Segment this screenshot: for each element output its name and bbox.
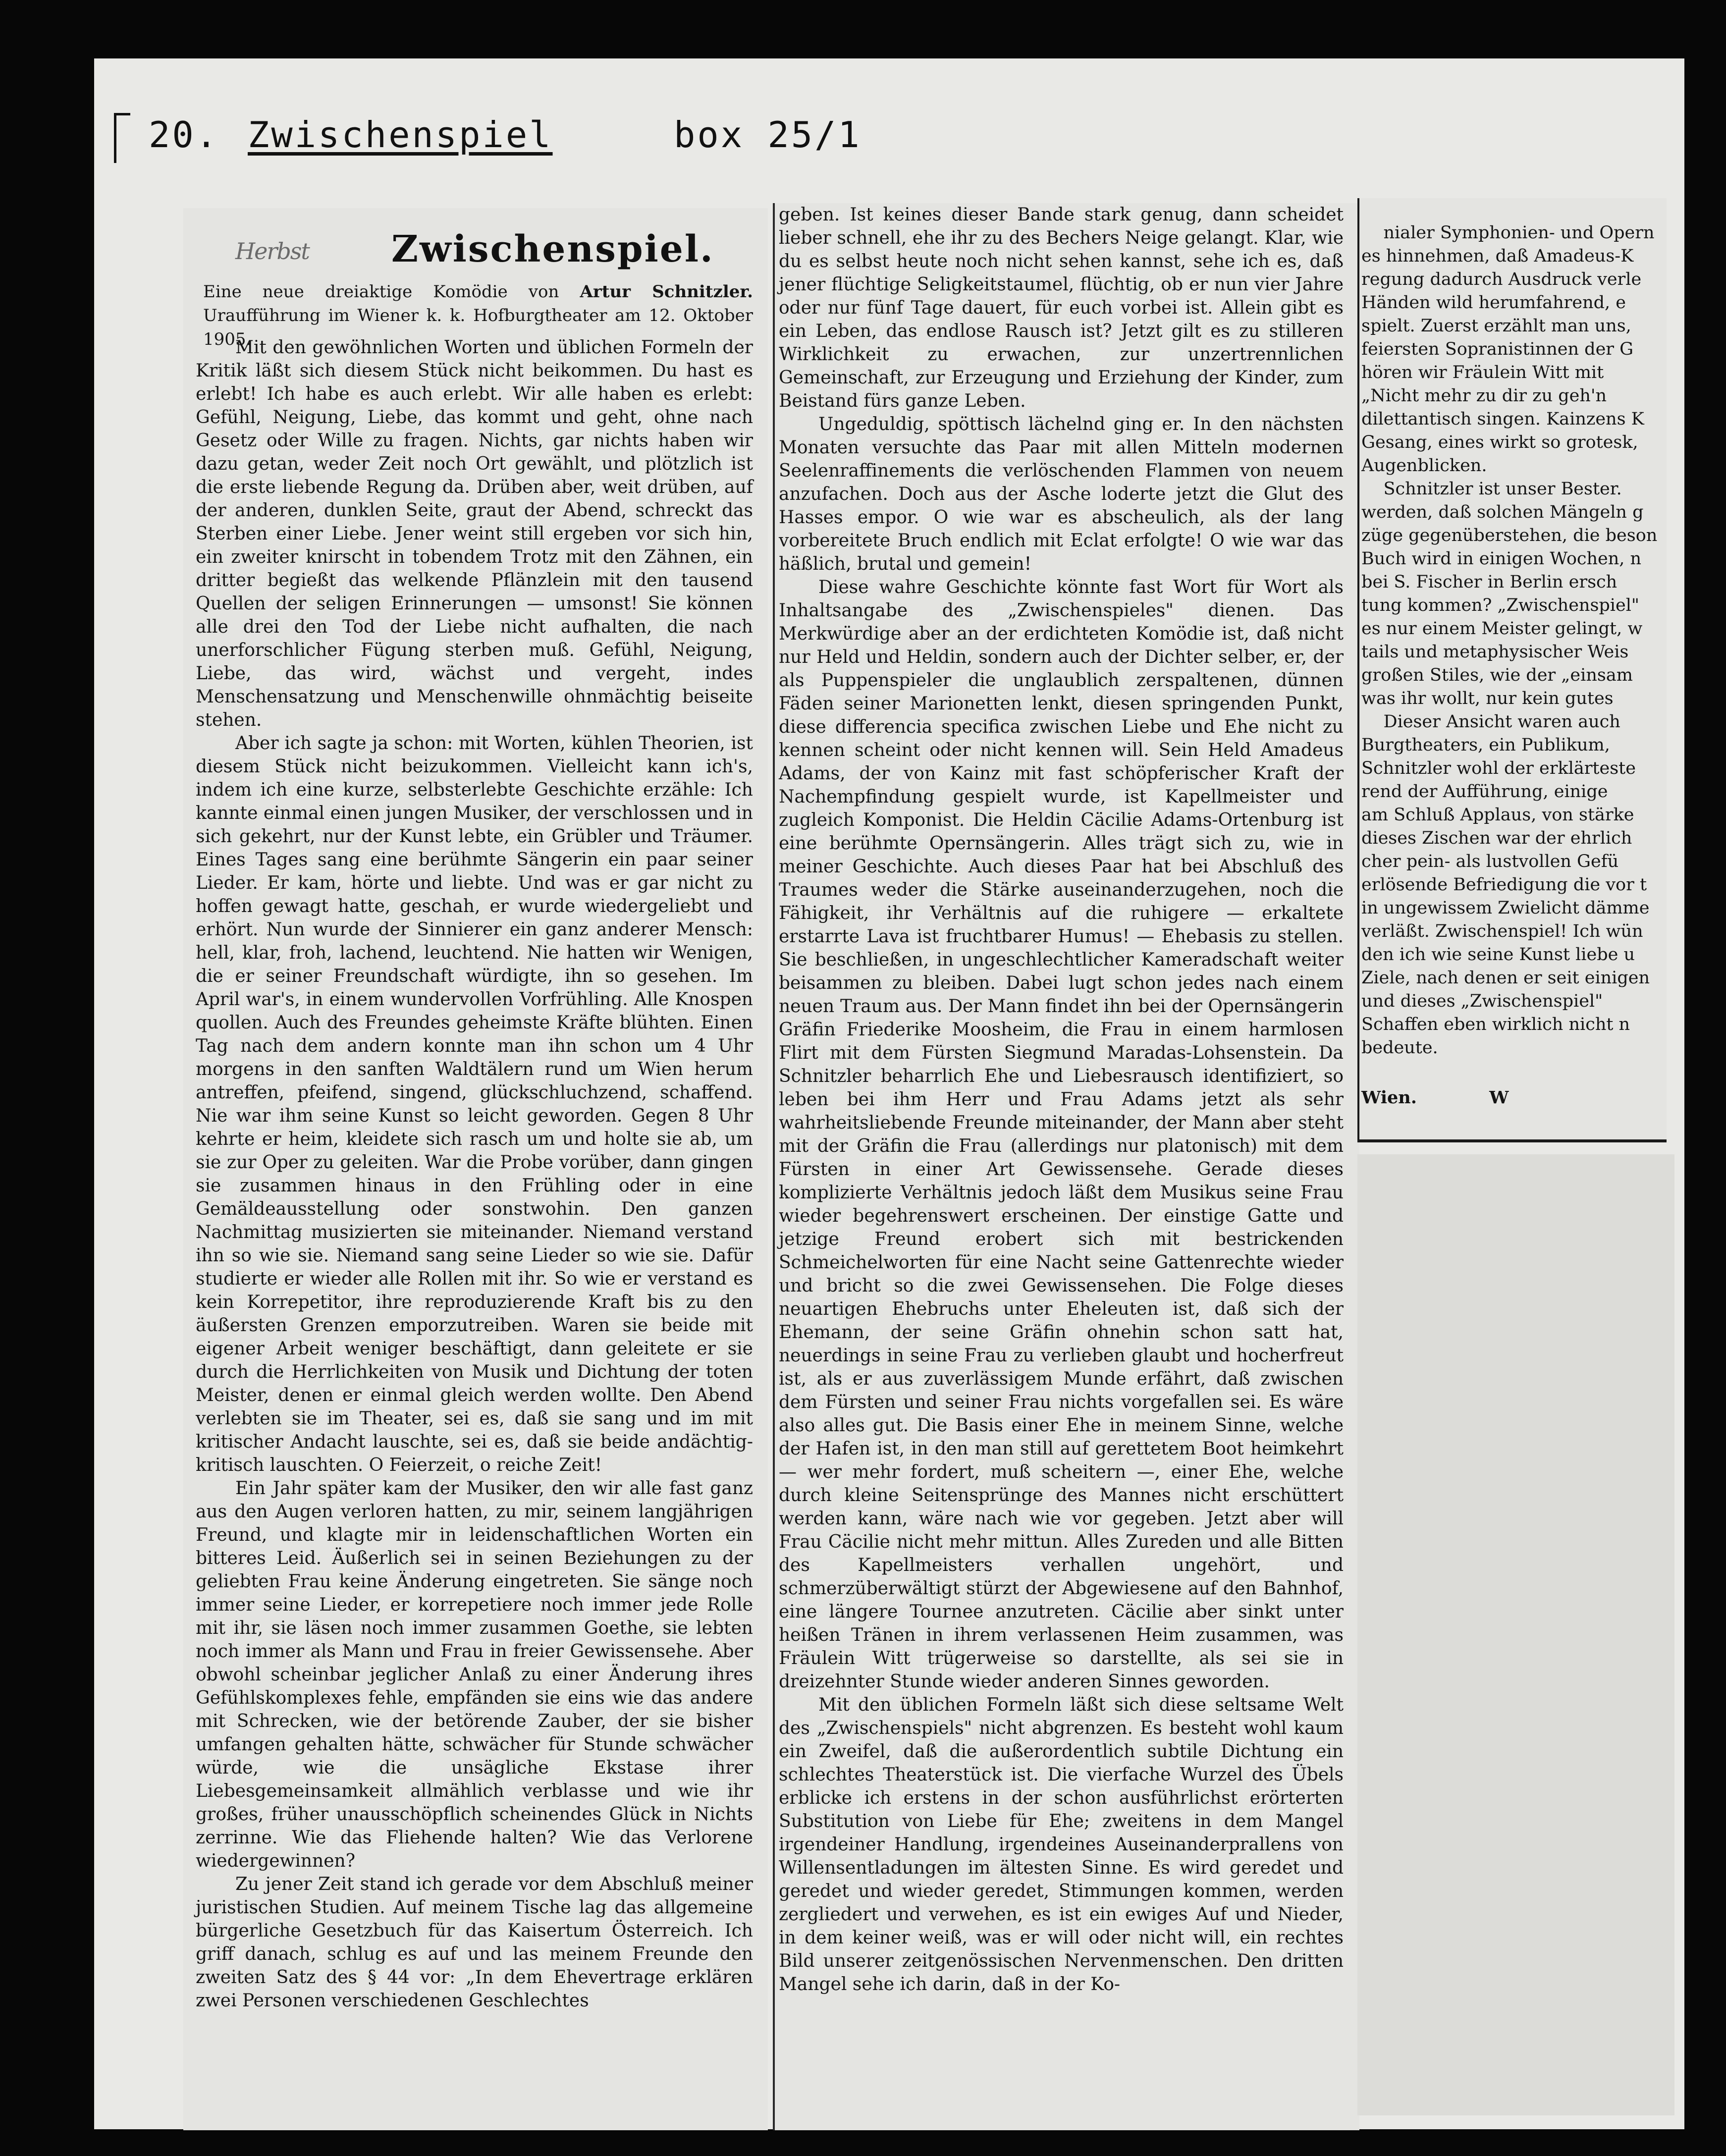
paragraph: Mit den üblichen Formeln läßt sich diese seltsame Welt des „Zwischenspiels" nicht abgrenzen. Es besteht wohl kaum ein Zweifel, daß die außerordentlich subtile Dichtung ein schlechtes Theaterstück ist. Die vierfache Wurzel des Übels erblicke ich erstens in der schon ausführlichst erörterten Substitution von Liebe für Ehe; zweitens in dem Mangel irgendeiner Handlung, irgendeines Auseinanderprallens von Willensentladungen im ältesten Sinne. Es wird geredet und geredet und wieder geredet, Stimmungen kommen, werden zergliedert und verwehen, es ist ein ewiges Auf und Nieder, in dem keiner weiß, was er will oder nicht will, ein rechtes Bild unserer zeitgenössischen Nervenmenschen. Den dritten Mangel sehe ich darin, daß in der Ko- (779, 1695, 1344, 1994)
paragraph: Ungeduldig, spöttisch lächelnd ging er. In den nächsten Monaten versuchte das Paar mit allen Mitteln modernen Seelenraffinements die verlöschenden Flammen von neuem anzufachen. Doch aus der Asche loderte jetzt die Glut des Hasses empor. O wie war es abscheulich, als der lang vorbereitete Bruch endlich mit Eclat erfolgte! O wie war das häßlich, brutal und gemein! (779, 414, 1344, 574)
signature-place-text: Wien. (1361, 1087, 1417, 1108)
middle-column-text (779, 203, 1344, 1996)
right-column-lines: nialer Symphonien- und Opern es hinnehmen, daß Amadeus-K regung dadurch Ausdruck verle Händen wild herumfahrend, e spielt. Zuerst erzählt man uns, feiersten Sopranistinnen der G hören wir Fräulein Witt mit „Nicht mehr zu dir zu geh'n dilettantisch singen. Kainzens K Gesang, eines wirkt so grotesk, Augenblicken. Schnitzler ist unser Bester. werden, daß solchen Mängeln g züge gegenüberstehen, die beson Buch wird in einigen Wochen, n bei S. Fischer in Berlin ersch tung kommen? „Zwischenspiel" es nur einem Meister gelingt, w tails und metaphysischer Weis großen Stiles, wie der „einsam was ihr wollt, nur kein gutes Dieser Ansicht waren auch Burgtheaters, ein Publikum, Schnitzler wohl der erklärteste rend der Aufführung, einige am Schluß Applaus, von stärke dieses Zischen war der ehrlich cher pein- als lustvollen Gefü erlösende Befriedigung die vor t in ungewissem Zwielicht dämme verläßt. Zwischenspiel! Ich wün den ich wie seine Kunst liebe u Ziele, nach denen er seit einigen und dieses „Zwischenspiel" Schaffen eben wirklich nicht n bedeute. (1361, 223, 1658, 1058)
subhead-prefix: Eine neue dreiaktige Komödie von (203, 282, 559, 302)
article-column-left (183, 208, 768, 2130)
article-column-right (1357, 198, 1667, 1142)
paragraph: Mit den gewöhnlichen Worten und üblichen Formeln der Kritik läßt sich diesem Stück nicht beikommen. Du hast es erlebt! Ich habe es auch erlebt. Wir alle haben es erlebt: Gefühl, Neigung, Liebe, das kommt und geht, ohne nach Gesetz oder Wille zu fragen. Nichts, gar nichts haben wir dazu getan, weder Zeit noch Ort gewählt, und plötzlich ist die erste liebende Regung da. Drüben aber, weit drüben, auf der anderen, dunklen Seite, graut der Abend, schreckt das Sterben einer Liebe. Jener weint still ergeben vor sich hin, ein zweiter knirscht in tobendem Trotz mit den Zähnen, ein dritter begießt das welkende Pflänzlein mit den tausend Quellen der seligen Erinnerungen — umsonst! Sie können alle drei den Tod der Liebe nicht aufhalten, die nach unerforschlicher Fügung sterben muß. Gefühl, Neigung, Liebe, das wird, wächst und vergeht, indes Menschensatzung und Menschenwille ohnmächtig beiseite stehen. (196, 337, 753, 730)
subhead-suffix: Uraufführung im Wiener k. k. Hofburgtheater am 12. Oktober 1905. (203, 306, 753, 349)
folder-title: Zwischenspiel (248, 114, 553, 156)
paragraph: Aber ich sagte ja schon: mit Worten, kühlen Theorien, ist diesem Stück nicht beizukommen. Vielleicht kann ich's, indem ich eine kurze, selbsterlebte Geschichte erzähle: Ich kannte einmal einen jungen Musiker, der verschlossen und in sich gekehrt, nur der Kunst lebte, ein Grübler und Träumer. Eines Tages sang eine berühmte Sängerin ein paar seiner Lieder. Er kam, hörte und liebte. Und was er gar nicht zu hoffen gewagt hatte, geschah, er wurde wiedergeliebt und erhört. Nun wurde der Sinnierer ein ganz anderer Mensch: hell, klar, froh, lachend, leuchtend. Nie hatten wir Wenigen, die er seiner Freundschaft würdigte, ihn so gesehen. Im April war's, in einem wundervollen Vorfrühling. Alle Knospen quollen. Auch des Freundes geheimste Kräfte blühten. Einen Tag nach dem andern konnte man ihn schon um 4 Uhr morgens in den sanften Waldtälern rund um Wien herum antreffen, pfeifend, singend, glückschluchzend, schaffend. Nie war ihm seine Kunst so leicht geworden. Gegen 8 Uhr kehrte er heim, kleidete sich rasch um und holte sie ab, um sie zur Oper zu geleiten. War die Probe vorüber, dann gingen sie zusammen hinaus in den Frühling oder in eine Gemäldeausstellung oder sonstwohin. Den ganzen Nachmittag musizierten sie miteinander. Niemand verstand ihn so wie sie. Niemand sang seine Lieder so wie sie. Dafür studierte er wieder alle Rollen mit ihr. So wie er verstand es kein Korrepetitor, ihre reproduzierende Kraft bis zu den äußersten Grenzen emporzutreiben. Waren sie beide mit eigener Arbeit weniger beschäftigt, dann geleitete er sie durch die Herrlichkeiten von Musik und Dichtung der toten Meister, denen er einmal gleich werden wollte. Den Abend verlebten sie im Theater, sei es, daß sie sang und im mit kritischer Andacht lauschte, sei es, daß sie beide andächtig-kritisch lauschten. O Feierzeit, o reiche Zeit! (196, 733, 753, 1475)
archive-label-strip (114, 99, 1674, 183)
left-column-text (196, 336, 753, 2012)
author-name: Artur Schnitzler. (580, 282, 753, 302)
paragraph: geben. Ist keines dieser Bande stark genug, dann scheidet lieber schnell, ehe ihr zu des Bechers Neige gelangt. Klar, wie du es selbst heute noch nicht sehen kannst, sehe ich es, daß jener flüchtige Seligkeitstaumel, flüchtig, ob er nun vier Jahre oder nur fünf Tage dauert, für euch vorbei ist. Allein gibt es ein Leben, das endlose Rausch ist? Jetzt gilt es zu stilleren Wirklichkeit zu erwachen, zur unzertrennlichen Gemeinschaft, zur Erzeugung und Erziehung der Kinder, zum Beistand fürs ganze Leben. (779, 205, 1344, 411)
bracket-mark (114, 113, 130, 163)
signature-initial: W (1489, 1087, 1509, 1108)
article-headline: Zwischenspiel. (391, 228, 714, 270)
paragraph: Diese wahre Geschichte könnte fast Wort für Wort als Inhaltsangabe des „Zwischenspieles" dienen. Das Merkwürdige aber an der erdichteten Komödie ist, daß nicht nur Held und Heldin, sondern auch der Dichter selber, er, der als Puppenspieler die unglaublich zerspaltenen, dünnen Fäden seiner Marionetten lenkt, diesen springenden Punkt, diese differencia specifica zwischen Liebe und Ehe nicht zu kennen scheint oder nicht kennen will. Sein Held Amadeus Adams, der von Kainz mit fast schöpferischer Kraft der Nachempfindung gespielt wurde, ist Kapellmeister und zugleich Komponist. Die Heldin Cäcilie Adams-Ortenburg ist eine berühmte Opernsängerin. Alles trägt sich zu, wie in meiner Geschichte. Auch dieses Paar hat bei Abschluß des Traumes weder die Stärke auseinanderzugehen, noch die Fähigkeit, ihr Verhältnis auf die ruhigere — erkaltete erstarrte Lava ist fruchtbarer Humus! — Ehebasis zu stellen. Sie beschließen, in ungeschlechtlicher Kameradschaft weiter beisammen zu bleiben. Dabei lugt schon jedes nach einem neuen Traum aus. Der Mann findet ihn bei der Opernsängerin Gräfin Friederike Moosheim, die Frau in einem harmlosen Flirt mit dem Fürsten Siegmund Maradas-Lohsenstein. Da Schnitzler beharrlich Ehe und Liebesrausch identifiziert, so leben bei ihm Herr und Frau Adams jetzt als sehr wahrheitsliebende Freunde miteinander, der Mann aber steht mit der Gräfin die Frau (allerdings nur platonisch) mit dem Fürsten in einer Art Gewissensehe. Gerade dieses komplizierte Verhältnis jedoch läßt dem Musikus seine Frau wieder begehrenswert erscheinen. Der einstige Gatte und jetzige Freund erobert sich mit bestrickenden Schmeichelworten für eine Nacht seine Gattenrechte wieder und bricht so die zwei Gewissensehen. Die Folge dieses neuartigen Ehebruchs unter Eheleuten ist, daß sich der Ehemann, der seine Gräfin ohnehin schon satt hat, neuerdings in seine Frau zu verlieben glaubt und hocherfreut ist, als er aus zuverlässigem Munde erfährt, daß zwischen dem Fürsten und seiner Frau nichts vorgefallen sei. Es wäre also alles gut. Die Basis einer Ehe in meinem Sinne, welche der Hafen ist, in den man still auf gerettetem Boot heimkehrt — wer mehr fordert, muß scheitern —, einer Ehe, welche durch kleine Seitensprünge des Mannes nicht erschüttert werden kann, wäre nach wie vor gegeben. Jetzt aber will Frau Cäcilie nicht mehr mittun. Alles Zureden und alle Bitten des Kapellmeisters verhallen ungehört, und schmerzüberwältigt stürzt der Abgewiesene auf den Bahnhof, eine längere Tournee anzutreten. Cäcilie aber sinkt unter heißen Tränen in ihrem verlassenen Heim zusammen, was Fräulein Witt trügerweise so darstellte, als sei sie in dreizehnter Stunde wieder anderen Sinnes geworden. (779, 577, 1344, 1692)
paragraph: Ein Jahr später kam der Musiker, den wir alle fast ganz aus den Augen verloren hatten, zu mir, seinem langjährigen Freund, und klagte mir in leidenschaftlichen Worten ein bitteres Leid. Äußerlich sei in seinen Beziehungen zu der geliebten Frau keine Änderung eingetreten. Sie sänge noch immer seine Lieder, er korrepetiere noch immer jede Rolle mit ihr, sie läsen noch immer zusammen Goethe, sie lebten noch immer als Mann und Frau in freier Gewissensehe. Aber obwohl scheinbar jeglicher Anlaß zu einer Änderung ihres Gefühlskomplexes fehle, empfänden sie eins wie das andere mit Schrecken, wie der betörende Zauber, der sie bisher umfangen gehalten hätte, schwächer für Stunde schwächer würde, wie die unsägliche Ekstase ihrer Liebesgemeinsamkeit allmählich verblasse und wie ihr großes, früher unausschöpflich scheinendes Glück in Nichts zerrinne. Wie das Fliehende halten? Wie das Verlorene wiedergewinnen? (196, 1478, 753, 1871)
blank-paper-area (1357, 1154, 1674, 2115)
box-label: box 25/1 (674, 114, 862, 156)
right-column-text (1361, 198, 1667, 1142)
signature-place (1361, 1086, 1667, 1109)
handwritten-note: Herbst (235, 238, 309, 265)
paragraph: Zu jener Zeit stand ich gerade vor dem Abschluß meiner juristischen Studien. Auf meinem Tische lag das allgemeine bürgerliche Gesetzbuch für das Kaisertum Österreich. Ich griff danach, schlug es auf und las meinem Freunde den zweiten Satz des § 44 vor: „In dem Ehevertrage erklären zwei Personen verschiedenen Geschlechtes (196, 1874, 753, 2011)
folder-number: 20. (149, 114, 219, 156)
article-column-middle (773, 203, 1359, 2130)
